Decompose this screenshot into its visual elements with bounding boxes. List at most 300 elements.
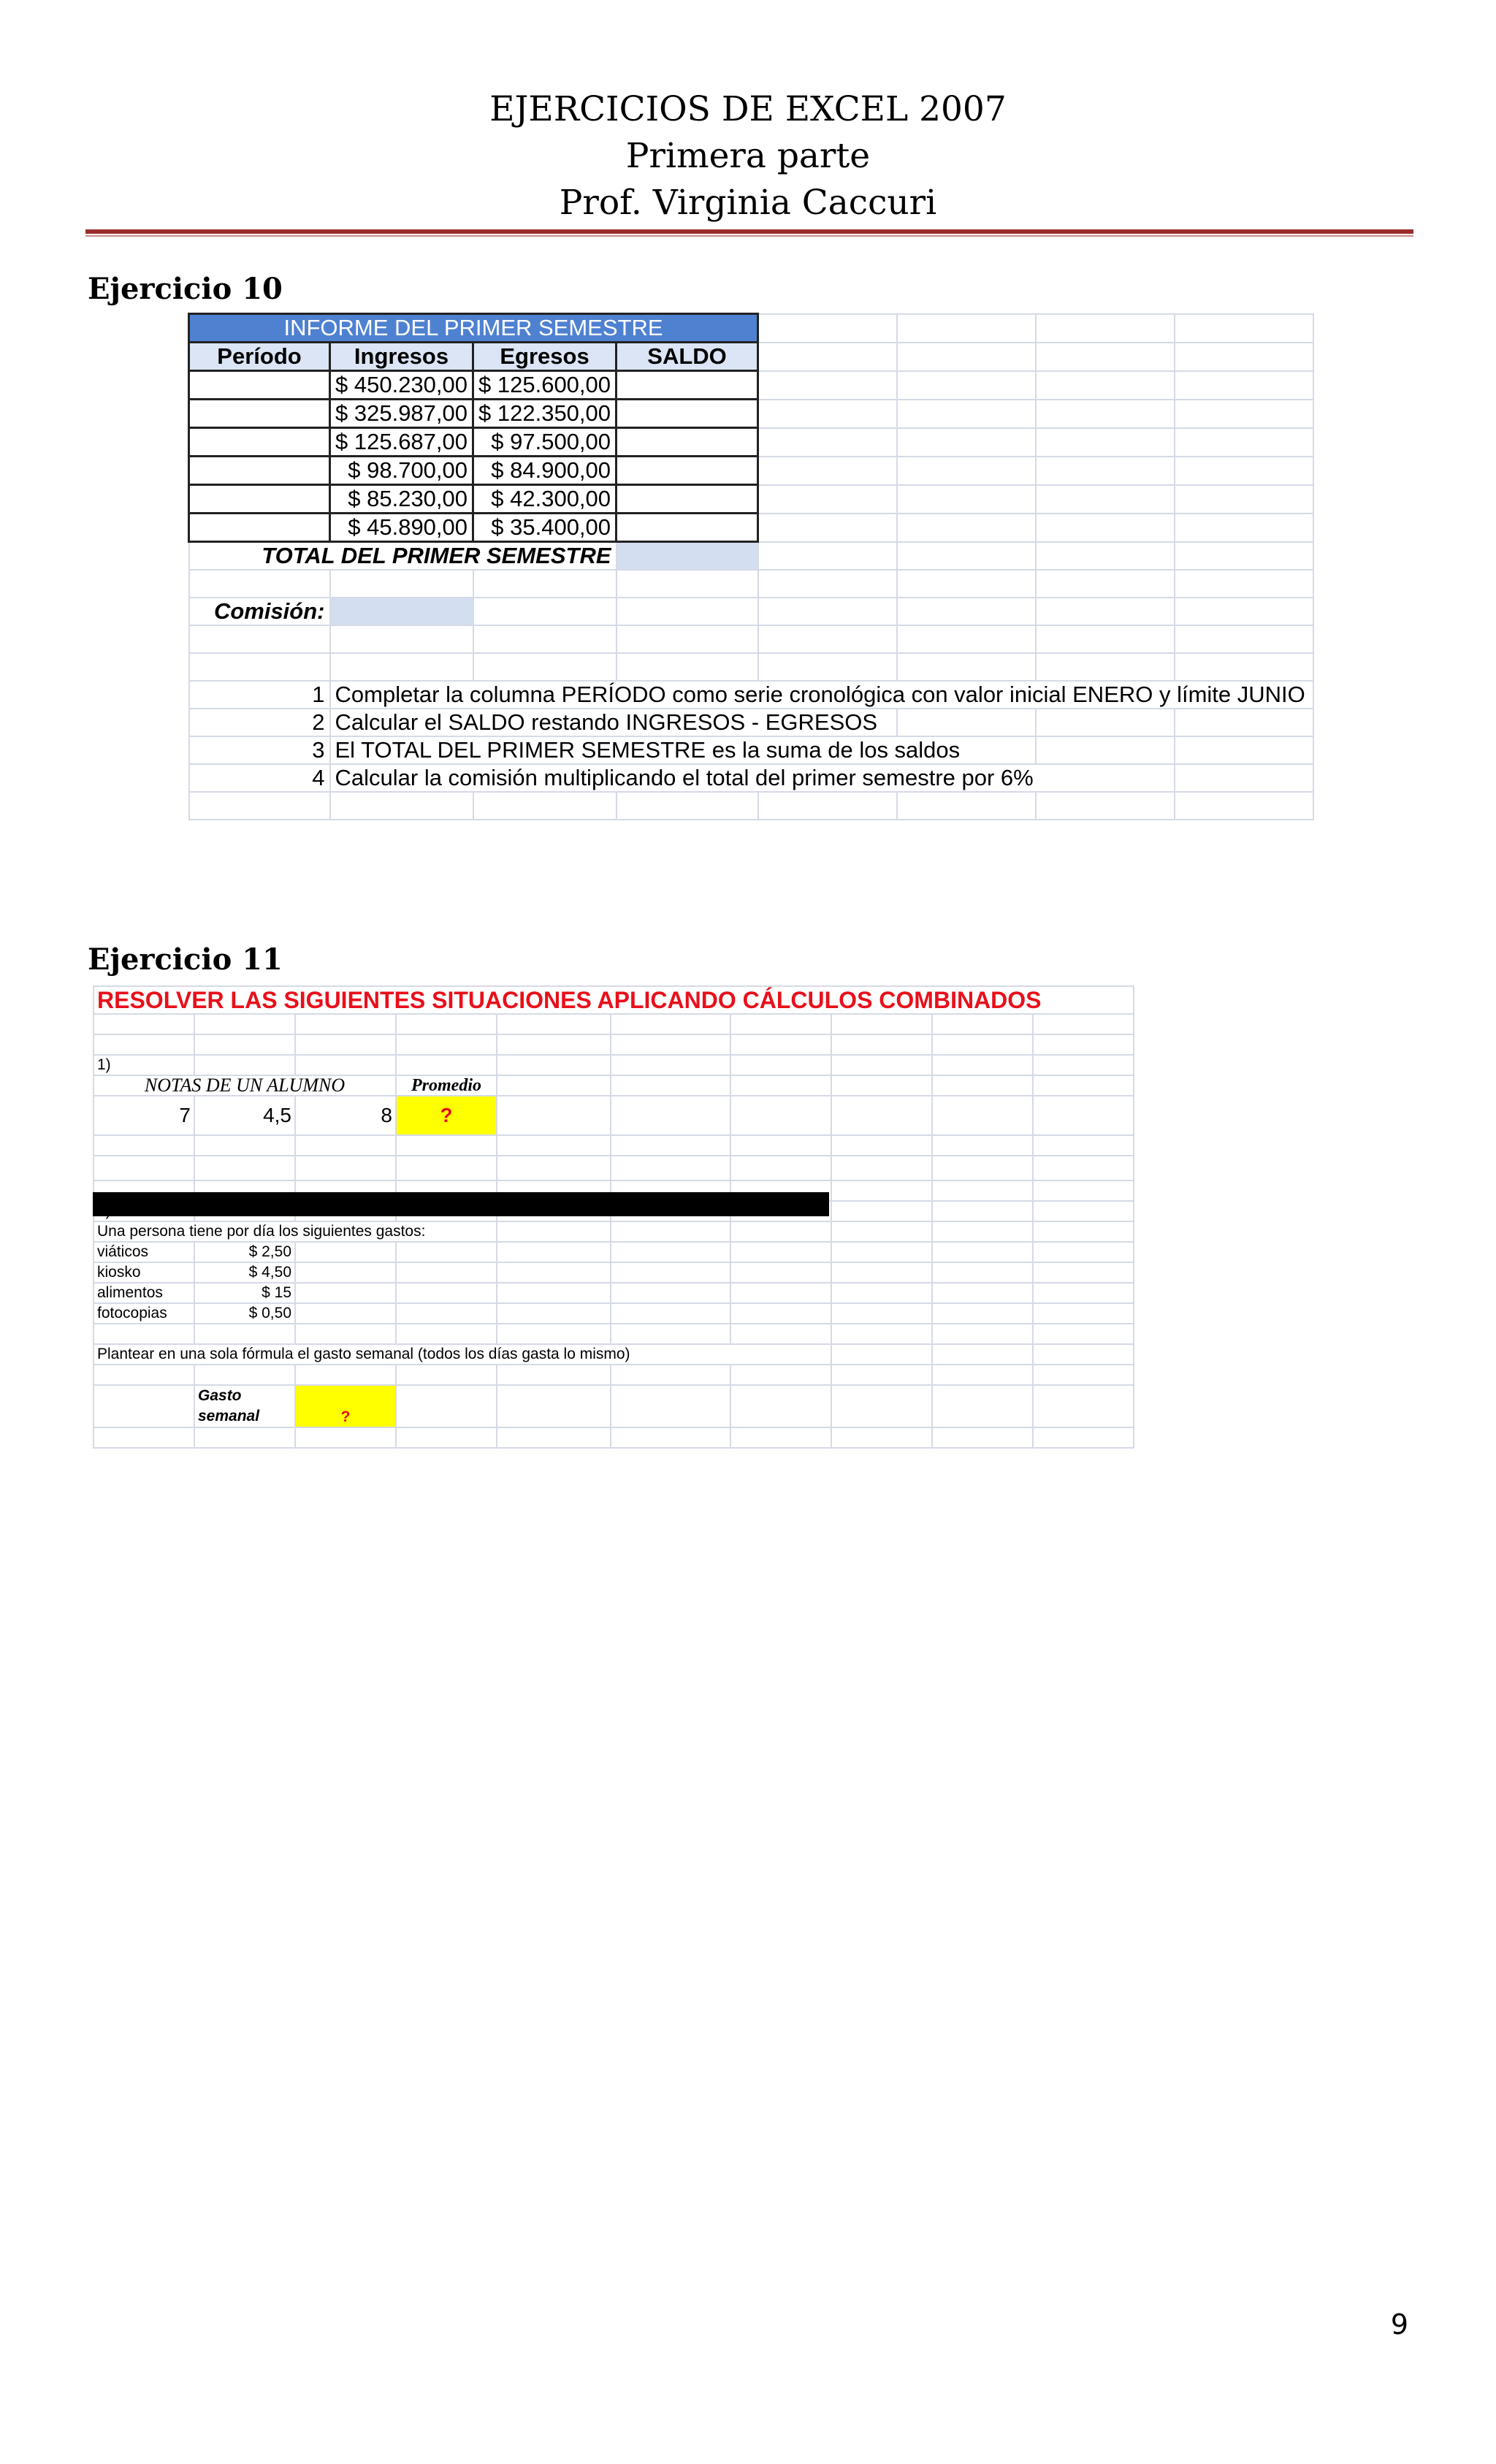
periodo-cell[interactable] xyxy=(189,428,330,457)
cell[interactable] xyxy=(897,343,1036,371)
cell[interactable] xyxy=(396,1034,497,1055)
cell[interactable] xyxy=(758,314,897,343)
cell[interactable] xyxy=(194,1034,295,1055)
cell[interactable] xyxy=(932,1324,1033,1344)
cell[interactable] xyxy=(932,1180,1033,1201)
cell[interactable] xyxy=(758,792,897,820)
cell[interactable] xyxy=(295,1014,396,1034)
cell[interactable] xyxy=(396,1156,497,1180)
cell[interactable] xyxy=(189,570,330,598)
egresos-cell[interactable]: $ 97.500,00 xyxy=(473,428,617,457)
cell[interactable] xyxy=(611,1283,730,1303)
cell[interactable] xyxy=(194,1135,295,1156)
cell[interactable] xyxy=(932,1034,1033,1055)
cell[interactable] xyxy=(932,1201,1033,1221)
cell[interactable] xyxy=(831,1135,932,1156)
cell[interactable] xyxy=(831,1156,932,1180)
cell[interactable] xyxy=(1036,400,1175,428)
cell[interactable] xyxy=(295,1324,396,1344)
cell[interactable] xyxy=(497,1427,611,1448)
page-number: 9 xyxy=(1390,2308,1408,2341)
cell[interactable] xyxy=(497,1365,611,1385)
exercise-11-title: RESOLVER LAS SIGUIENTES SITUACIONES APLICANDO CÁLCULOS COMBINADOS xyxy=(94,986,1134,1014)
cell[interactable] xyxy=(396,1055,497,1075)
cell[interactable] xyxy=(94,1014,194,1034)
cell[interactable] xyxy=(897,570,1036,598)
header-rule xyxy=(85,229,1413,234)
cell[interactable] xyxy=(189,653,330,681)
cell[interactable] xyxy=(295,1242,396,1262)
cell[interactable] xyxy=(1036,457,1175,485)
egresos-cell[interactable]: $ 122.350,00 xyxy=(473,400,617,428)
periodo-cell[interactable] xyxy=(189,514,330,542)
gasto-semanal-label xyxy=(194,1385,295,1427)
cell[interactable] xyxy=(831,1344,932,1365)
cell[interactable] xyxy=(1175,485,1313,514)
cell[interactable] xyxy=(1033,1034,1134,1055)
cell[interactable] xyxy=(611,1303,730,1324)
cell[interactable] xyxy=(473,792,617,820)
cell[interactable] xyxy=(1175,428,1313,457)
cell[interactable] xyxy=(194,1324,295,1344)
cell[interactable] xyxy=(497,1221,611,1242)
cell[interactable] xyxy=(1033,1344,1134,1365)
cell[interactable] xyxy=(396,1365,497,1385)
cell[interactable] xyxy=(473,570,617,598)
cell[interactable] xyxy=(932,1221,1033,1242)
cell[interactable] xyxy=(932,1156,1033,1180)
cell[interactable] xyxy=(330,570,473,598)
cell[interactable] xyxy=(730,1262,831,1283)
cell[interactable] xyxy=(831,1014,932,1034)
cell[interactable] xyxy=(831,1324,932,1344)
cell[interactable] xyxy=(497,1034,611,1055)
cell[interactable] xyxy=(932,1303,1033,1324)
cell[interactable] xyxy=(295,1283,396,1303)
cell[interactable] xyxy=(831,1365,932,1385)
cell[interactable] xyxy=(897,457,1036,485)
cell[interactable] xyxy=(758,400,897,428)
cell[interactable] xyxy=(831,1034,932,1055)
cell[interactable] xyxy=(189,792,330,820)
cell[interactable] xyxy=(897,653,1036,681)
cell[interactable] xyxy=(194,1427,295,1448)
cell[interactable] xyxy=(831,1221,932,1242)
cell[interactable] xyxy=(94,1324,194,1344)
exercise-11-spreadsheet xyxy=(93,985,1134,1449)
cell[interactable] xyxy=(497,1156,611,1180)
cell[interactable] xyxy=(1036,428,1175,457)
cell[interactable] xyxy=(1036,514,1175,542)
cell[interactable] xyxy=(396,1135,497,1156)
cell[interactable] xyxy=(295,1427,396,1448)
cell[interactable] xyxy=(730,1221,831,1242)
periodo-cell[interactable] xyxy=(189,485,330,514)
cell[interactable] xyxy=(94,1156,194,1180)
cell[interactable] xyxy=(1036,570,1175,598)
cell[interactable] xyxy=(295,1135,396,1156)
cell[interactable] xyxy=(611,1221,730,1242)
cell[interactable] xyxy=(194,1055,295,1075)
cell[interactable] xyxy=(194,1365,295,1385)
commission-value-cell[interactable] xyxy=(330,598,473,625)
col-header-saldo: SALDO xyxy=(617,343,758,371)
cell[interactable] xyxy=(1033,1156,1134,1180)
cell[interactable] xyxy=(897,542,1036,571)
saldo-cell[interactable] xyxy=(617,371,758,400)
instruction-number: 4 xyxy=(189,764,330,792)
cell[interactable] xyxy=(897,400,1036,428)
cell[interactable] xyxy=(611,1075,730,1096)
cell[interactable] xyxy=(1033,1365,1134,1385)
periodo-cell[interactable] xyxy=(189,371,330,400)
gasto-amount[interactable]: $ 0,50 xyxy=(194,1303,295,1324)
saldo-cell[interactable] xyxy=(617,485,758,514)
cell[interactable] xyxy=(932,1055,1033,1075)
gasto-label-line1: Gasto xyxy=(198,1387,242,1404)
cell[interactable] xyxy=(932,1344,1033,1365)
cell[interactable] xyxy=(611,1055,730,1075)
exercise-11-heading: Ejercicio 11 xyxy=(88,942,283,977)
cell[interactable] xyxy=(831,1201,932,1221)
cell[interactable] xyxy=(1033,1180,1134,1201)
col-header-periodo: Período xyxy=(189,343,330,371)
saldo-cell[interactable] xyxy=(617,428,758,457)
cell[interactable] xyxy=(932,1365,1033,1385)
gasto-name: kiosko xyxy=(94,1262,194,1283)
cell[interactable] xyxy=(1175,625,1313,653)
cell[interactable] xyxy=(897,709,1036,736)
egresos-cell[interactable]: $ 35.400,00 xyxy=(473,514,617,542)
egresos-cell[interactable]: $ 125.600,00 xyxy=(473,371,617,400)
cell[interactable] xyxy=(1036,343,1175,371)
cell[interactable] xyxy=(758,343,897,371)
cell[interactable] xyxy=(295,1156,396,1180)
cell[interactable] xyxy=(831,1427,932,1448)
cell[interactable] xyxy=(617,792,758,820)
problem-1-label: 1) xyxy=(94,1055,194,1075)
cell[interactable] xyxy=(295,1365,396,1385)
cell[interactable] xyxy=(1175,457,1313,485)
cell[interactable] xyxy=(497,1096,611,1135)
gasto-amount[interactable]: $ 4,50 xyxy=(194,1262,295,1283)
instruction-number: 2 xyxy=(189,709,330,736)
cell[interactable] xyxy=(730,1242,831,1262)
cell[interactable] xyxy=(611,1365,730,1385)
cell[interactable] xyxy=(396,1385,497,1427)
cell[interactable] xyxy=(396,1283,497,1303)
cell[interactable] xyxy=(932,1262,1033,1283)
cell[interactable] xyxy=(611,1034,730,1055)
cell[interactable] xyxy=(1033,1075,1134,1096)
cell[interactable] xyxy=(396,1242,497,1262)
cell[interactable] xyxy=(730,1156,831,1180)
ingresos-cell[interactable]: $ 325.987,00 xyxy=(330,400,473,428)
cell[interactable] xyxy=(396,1303,497,1324)
col-header-egresos: Egresos xyxy=(473,343,617,371)
table-row xyxy=(189,400,1313,428)
instruction-number: 3 xyxy=(189,736,330,764)
header-author: Prof. Virginia Caccuri xyxy=(559,183,937,223)
cell[interactable] xyxy=(831,1242,932,1262)
cell[interactable] xyxy=(932,1096,1033,1135)
cell[interactable] xyxy=(1036,598,1175,625)
cell[interactable] xyxy=(758,625,897,653)
ingresos-cell[interactable]: $ 125.687,00 xyxy=(330,428,473,457)
cell[interactable] xyxy=(831,1180,932,1201)
cell[interactable] xyxy=(497,1014,611,1034)
cell[interactable] xyxy=(932,1014,1033,1034)
cell[interactable] xyxy=(94,1365,194,1385)
cell[interactable] xyxy=(1175,400,1313,428)
cell[interactable] xyxy=(758,485,897,514)
cell[interactable] xyxy=(1036,485,1175,514)
cell[interactable] xyxy=(1033,1385,1134,1427)
promedio-answer-cell[interactable]: ? xyxy=(396,1096,497,1135)
cell[interactable] xyxy=(1033,1283,1134,1303)
cell[interactable] xyxy=(897,428,1036,457)
cell[interactable] xyxy=(758,542,897,571)
cell[interactable] xyxy=(497,1385,611,1427)
problem-2-intro: Una persona tiene por día los siguientes gastos: xyxy=(94,1221,497,1242)
cell[interactable] xyxy=(730,1075,831,1096)
cell[interactable] xyxy=(330,792,473,820)
gasto-amount[interactable]: $ 15 xyxy=(194,1283,295,1303)
cell[interactable] xyxy=(1036,314,1175,343)
cell[interactable] xyxy=(1033,1262,1134,1283)
problem-2-task: Plantear en una sola fórmula el gasto semanal (todos los días gasta lo mismo) xyxy=(94,1344,831,1365)
cell[interactable] xyxy=(897,792,1036,820)
total-label: TOTAL DEL PRIMER SEMESTRE xyxy=(189,542,617,571)
cell[interactable] xyxy=(295,1034,396,1055)
cell[interactable] xyxy=(730,1096,831,1135)
table-row xyxy=(189,457,1313,485)
cell[interactable] xyxy=(194,1014,295,1034)
cell[interactable] xyxy=(497,1303,611,1324)
cell[interactable] xyxy=(730,1365,831,1385)
cell[interactable] xyxy=(295,1262,396,1283)
ingresos-cell[interactable]: $ 85.230,00 xyxy=(330,485,473,514)
gasto-name: alimentos xyxy=(94,1283,194,1303)
table-row xyxy=(189,428,1313,457)
cell[interactable] xyxy=(611,1242,730,1262)
cell[interactable] xyxy=(473,625,617,653)
exercise-10-spreadsheet xyxy=(188,313,1314,820)
cell[interactable] xyxy=(611,1135,730,1156)
cell[interactable] xyxy=(758,428,897,457)
periodo-cell[interactable] xyxy=(189,400,330,428)
cell[interactable] xyxy=(1175,371,1313,400)
periodo-cell[interactable] xyxy=(189,457,330,485)
redaction-bar xyxy=(93,1192,829,1216)
cell[interactable] xyxy=(617,625,758,653)
cell[interactable] xyxy=(330,625,473,653)
cell[interactable] xyxy=(94,1034,194,1055)
cell[interactable] xyxy=(617,570,758,598)
total-value-cell[interactable] xyxy=(617,542,758,571)
instruction-text: Calcular la comisión multiplicando el total del primer semestre por 6% xyxy=(330,764,1175,792)
cell[interactable] xyxy=(1033,1055,1134,1075)
cell[interactable] xyxy=(1036,542,1175,571)
cell[interactable] xyxy=(396,1262,497,1283)
ingresos-cell[interactable]: $ 98.700,00 xyxy=(330,457,473,485)
cell[interactable] xyxy=(1175,314,1313,343)
cell[interactable] xyxy=(1175,343,1313,371)
cell[interactable] xyxy=(730,1055,831,1075)
cell[interactable] xyxy=(1175,570,1313,598)
ingresos-cell[interactable]: $ 45.890,00 xyxy=(330,514,473,542)
cell[interactable] xyxy=(730,1385,831,1427)
cell[interactable] xyxy=(1033,1427,1134,1448)
cell[interactable] xyxy=(611,1427,730,1448)
cell[interactable] xyxy=(611,1324,730,1344)
cell[interactable] xyxy=(94,1385,194,1427)
cell[interactable] xyxy=(396,1324,497,1344)
cell[interactable] xyxy=(94,1135,194,1156)
cell[interactable] xyxy=(730,1135,831,1156)
cell[interactable] xyxy=(1175,792,1313,820)
cell[interactable] xyxy=(1033,1135,1134,1156)
instruction-text: Completar la columna PERÍODO como serie cronológica con valor inicial ENERO y límite JUNIO xyxy=(330,681,1313,709)
cell[interactable] xyxy=(1036,625,1175,653)
gasto-name: fotocopias xyxy=(94,1303,194,1324)
cell[interactable] xyxy=(617,598,758,625)
cell[interactable] xyxy=(1175,736,1313,764)
cell[interactable] xyxy=(611,1156,730,1180)
table-row xyxy=(189,514,1313,542)
cell[interactable] xyxy=(497,1283,611,1303)
cell[interactable] xyxy=(932,1135,1033,1156)
cell[interactable] xyxy=(932,1427,1033,1448)
cell[interactable] xyxy=(932,1385,1033,1427)
table-row xyxy=(189,371,1313,400)
cell[interactable] xyxy=(730,1014,831,1034)
saldo-cell[interactable] xyxy=(617,457,758,485)
header-subtitle: Primera parte xyxy=(625,136,871,176)
cell[interactable] xyxy=(295,1055,396,1075)
cell[interactable] xyxy=(758,598,897,625)
cell[interactable] xyxy=(473,598,617,625)
cell[interactable] xyxy=(831,1385,932,1427)
cell[interactable] xyxy=(1033,1221,1134,1242)
cell[interactable] xyxy=(1033,1324,1134,1344)
cell[interactable] xyxy=(831,1075,932,1096)
cell[interactable] xyxy=(932,1283,1033,1303)
cell[interactable] xyxy=(473,653,617,681)
header-title: EJERCICIOS DE EXCEL 2007 xyxy=(489,89,1007,129)
nota-cell[interactable]: 7 xyxy=(94,1096,194,1135)
cell[interactable] xyxy=(330,653,473,681)
gasto-label-line2: semanal xyxy=(198,1408,260,1424)
cell[interactable] xyxy=(1175,653,1313,681)
cell[interactable] xyxy=(94,1427,194,1448)
cell[interactable] xyxy=(1033,1201,1134,1221)
cell[interactable] xyxy=(831,1096,932,1135)
cell[interactable] xyxy=(497,1262,611,1283)
table-row xyxy=(189,485,1313,514)
cell[interactable] xyxy=(1033,1014,1134,1034)
cell[interactable] xyxy=(497,1075,611,1096)
cell[interactable] xyxy=(194,1156,295,1180)
egresos-cell[interactable]: $ 42.300,00 xyxy=(473,485,617,514)
promedio-label: Promedio xyxy=(396,1075,497,1096)
commission-label: Comisión: xyxy=(189,598,330,625)
cell[interactable] xyxy=(730,1324,831,1344)
cell[interactable] xyxy=(897,625,1036,653)
cell[interactable] xyxy=(611,1096,730,1135)
notas-label: NOTAS DE UN ALUMNO xyxy=(94,1075,396,1096)
cell[interactable] xyxy=(932,1242,1033,1262)
cell[interactable] xyxy=(1175,514,1313,542)
cell[interactable] xyxy=(758,457,897,485)
cell[interactable] xyxy=(758,653,897,681)
cell[interactable] xyxy=(189,625,330,653)
cell[interactable] xyxy=(1036,653,1175,681)
cell[interactable] xyxy=(396,1014,497,1034)
cell[interactable] xyxy=(932,1075,1033,1096)
nota-cell[interactable]: 4,5 xyxy=(194,1096,295,1135)
cell[interactable] xyxy=(897,514,1036,542)
gasto-amount[interactable]: $ 2,50 xyxy=(194,1242,295,1262)
cell[interactable] xyxy=(1175,709,1313,736)
nota-cell[interactable]: 8 xyxy=(295,1096,396,1135)
cell[interactable] xyxy=(730,1427,831,1448)
cell[interactable] xyxy=(730,1034,831,1055)
cell[interactable] xyxy=(1036,792,1175,820)
cell[interactable] xyxy=(897,485,1036,514)
cell[interactable] xyxy=(497,1055,611,1075)
cell[interactable] xyxy=(897,314,1036,343)
saldo-cell[interactable] xyxy=(617,400,758,428)
cell[interactable] xyxy=(758,514,897,542)
cell[interactable] xyxy=(1033,1303,1134,1324)
cell[interactable] xyxy=(730,1283,831,1303)
cell[interactable] xyxy=(497,1242,611,1262)
cell[interactable] xyxy=(611,1014,730,1034)
cell[interactable] xyxy=(1036,709,1175,736)
cell[interactable] xyxy=(897,598,1036,625)
cell[interactable] xyxy=(730,1303,831,1324)
cell[interactable] xyxy=(897,371,1036,400)
cell[interactable] xyxy=(611,1385,730,1427)
cell[interactable] xyxy=(831,1283,932,1303)
cell[interactable] xyxy=(831,1303,932,1324)
cell[interactable] xyxy=(831,1055,932,1075)
cell[interactable] xyxy=(1036,736,1175,764)
cell[interactable] xyxy=(1175,764,1313,792)
document-header xyxy=(0,86,1496,226)
cell[interactable] xyxy=(295,1303,396,1324)
cell[interactable] xyxy=(396,1427,497,1448)
gasto-semanal-answer-cell[interactable]: ? xyxy=(295,1385,396,1427)
cell[interactable] xyxy=(611,1262,730,1283)
cell[interactable] xyxy=(758,570,897,598)
cell[interactable] xyxy=(1036,371,1175,400)
cell[interactable] xyxy=(1175,598,1313,625)
egresos-cell[interactable]: $ 84.900,00 xyxy=(473,457,617,485)
cell[interactable] xyxy=(758,371,897,400)
saldo-cell[interactable] xyxy=(617,514,758,542)
ingresos-cell[interactable]: $ 450.230,00 xyxy=(330,371,473,400)
cell[interactable] xyxy=(497,1135,611,1156)
cell[interactable] xyxy=(617,653,758,681)
cell[interactable] xyxy=(1033,1242,1134,1262)
cell[interactable] xyxy=(831,1262,932,1283)
cell[interactable] xyxy=(497,1324,611,1344)
header-rule-thin xyxy=(85,235,1413,237)
cell[interactable] xyxy=(1033,1096,1134,1135)
cell[interactable] xyxy=(1175,542,1313,571)
